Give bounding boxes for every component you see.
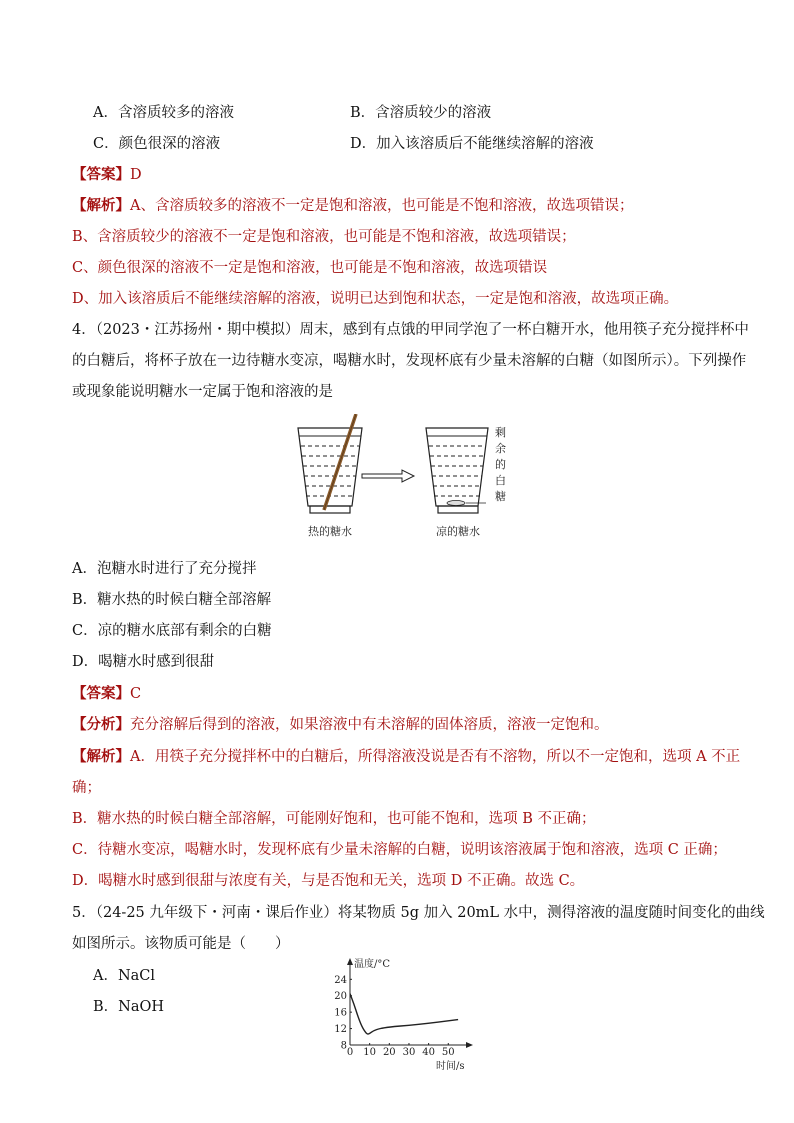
q3-option-b: B．含溶质较少的溶液 [350, 105, 492, 121]
y-tick-label: 16 [334, 1007, 347, 1019]
q4-stem-line-3: 或现象能说明糖水一定属于饱和溶液的是 [72, 384, 333, 400]
q3-analysis-line-4: D、加入该溶质后不能继续溶解的溶液，说明已达到饱和状态，一定是饱和溶液，故选项正确。 [72, 291, 679, 307]
answer-value: C [130, 686, 142, 702]
q3-answer [72, 165, 142, 185]
y-tick-label: 12 [334, 1024, 347, 1036]
q4-answer [72, 684, 141, 704]
q3-option-d: D．加入该溶质后不能继续溶解的溶液 [350, 136, 594, 152]
q4-analysis-line-1 [72, 747, 740, 767]
leftover-sugar [447, 501, 465, 506]
q4-option-a: A．泡糖水时进行了充分搅拌 [72, 561, 257, 577]
x-tick-label: 10 [363, 1047, 377, 1058]
q4-option-c: C．凉的糖水底部有剩余的白糖 [72, 623, 272, 639]
q3-analysis-line-3: C、颜色很深的溶液不一定是饱和溶液，也可能是不饱和溶液，故选项错误 [72, 260, 548, 276]
q4-analysis-line-2: B．糖水热的时候白糖全部溶解，可能刚好饱和，也可能不饱和，选项 B 不正确； [72, 811, 596, 827]
q5-option-b: B．NaOH [93, 999, 165, 1015]
q4-option-b: B．糖水热的时候白糖全部溶解 [72, 592, 272, 608]
side-label-char: 余 [495, 442, 506, 455]
side-label-char: 剩 [495, 426, 506, 439]
q4-fenxi [72, 715, 609, 735]
chart-ticks [334, 975, 454, 1058]
answer-value: D [130, 167, 142, 183]
x-tick-label: 40 [422, 1047, 435, 1058]
x-tick-label: 20 [382, 1047, 396, 1058]
q4-analysis-line-4: D．喝糖水时感到很甜与浓度有关，与是否饱和无关，选项 D 不正确。故选 C。 [72, 873, 585, 889]
temperature-time-chart [330, 953, 480, 1075]
series-line [350, 994, 458, 1034]
side-label [495, 425, 506, 503]
q3-analysis-line-2: B、含溶质较少的溶液不一定是饱和溶液，也可能是不饱和溶液，故选项错误； [72, 229, 576, 245]
q3-option-c: C．颜色很深的溶液 [93, 136, 221, 152]
analysis-tag: 【解析】 [72, 197, 130, 214]
chart-axes [347, 958, 473, 1048]
side-label-char: 糖 [495, 490, 506, 503]
answer-tag: 【答案】 [72, 166, 130, 183]
cold-cup [426, 428, 488, 513]
x-axis-arrow [466, 1042, 473, 1048]
q3-option-a: A．含溶质较多的溶液 [93, 105, 234, 121]
x-axis-label: 时间/s [436, 1061, 465, 1072]
y-tick-label: 8 [340, 1040, 347, 1052]
x-tick-label: 50 [441, 1047, 455, 1058]
q4-option-d: D．喝糖水时感到很甜 [72, 654, 215, 670]
fenxi-tag: 【分析】 [72, 716, 130, 733]
y-tick-label: 20 [334, 991, 347, 1003]
analysis-text: A．用筷子充分搅拌杯中的白糖后，所得溶液没说是否有不溶物，所以不一定饱和，选项 A 不正 [130, 749, 741, 765]
x-tick-label: 0 [346, 1047, 354, 1058]
q4-analysis-line-1b: 确； [72, 780, 101, 796]
fenxi-text: 充分溶解后得到的溶液，如果溶液中有未溶解的固体溶质，溶液一定饱和。 [130, 717, 609, 733]
analysis-tag: 【解析】 [72, 748, 130, 765]
side-label-char: 白 [495, 474, 506, 487]
arrow-icon [362, 470, 414, 482]
x-tick-label: 30 [402, 1047, 416, 1058]
q5-stem-line-2: 如图所示。该物质可能是（ ） [72, 936, 290, 952]
hot-cup [298, 414, 362, 513]
side-label-char: 的 [495, 458, 506, 471]
sugar-water-figure [290, 414, 510, 540]
q4-stem-line-1: 4．（2023・江苏扬州・期中模拟）周末，感到有点饿的甲同学泡了一杯白糖开水，他用筷子充分搅拌杯中 [72, 322, 749, 338]
hot-cup-caption: 热的糖水 [308, 525, 352, 538]
q4-stem-line-2: 的白糖后，将杯子放在一边待糖水变凉，喝糖水时，发现杯底有少量未溶解的白糖（如图所示）。下列操作 [72, 353, 747, 369]
q5-option-a: A．NaCl [93, 968, 156, 984]
y-tick-label: 24 [334, 974, 347, 986]
y-axis-arrow [347, 958, 353, 965]
q4-analysis-line-3: C．待糖水变凉，喝糖水时，发现杯底有少量未溶解的白糖，说明该溶液属于饱和溶液，选项 C 正确； [72, 842, 727, 858]
y-axis-label: 温度/°C [354, 959, 391, 970]
q5-stem-line-1: 5．（24-25 九年级下・河南・课后作业）将某物质 5g 加入 20mL 水中，测得溶液的温度随时间变化的曲线 [72, 905, 765, 921]
cold-cup-caption: 凉的糖水 [436, 525, 480, 538]
answer-tag: 【答案】 [72, 685, 130, 702]
analysis-text: A、含溶质较多的溶液不一定是饱和溶液，也可能是不饱和溶液，故选项错误； [130, 198, 634, 214]
q3-analysis-line-1 [72, 196, 633, 216]
